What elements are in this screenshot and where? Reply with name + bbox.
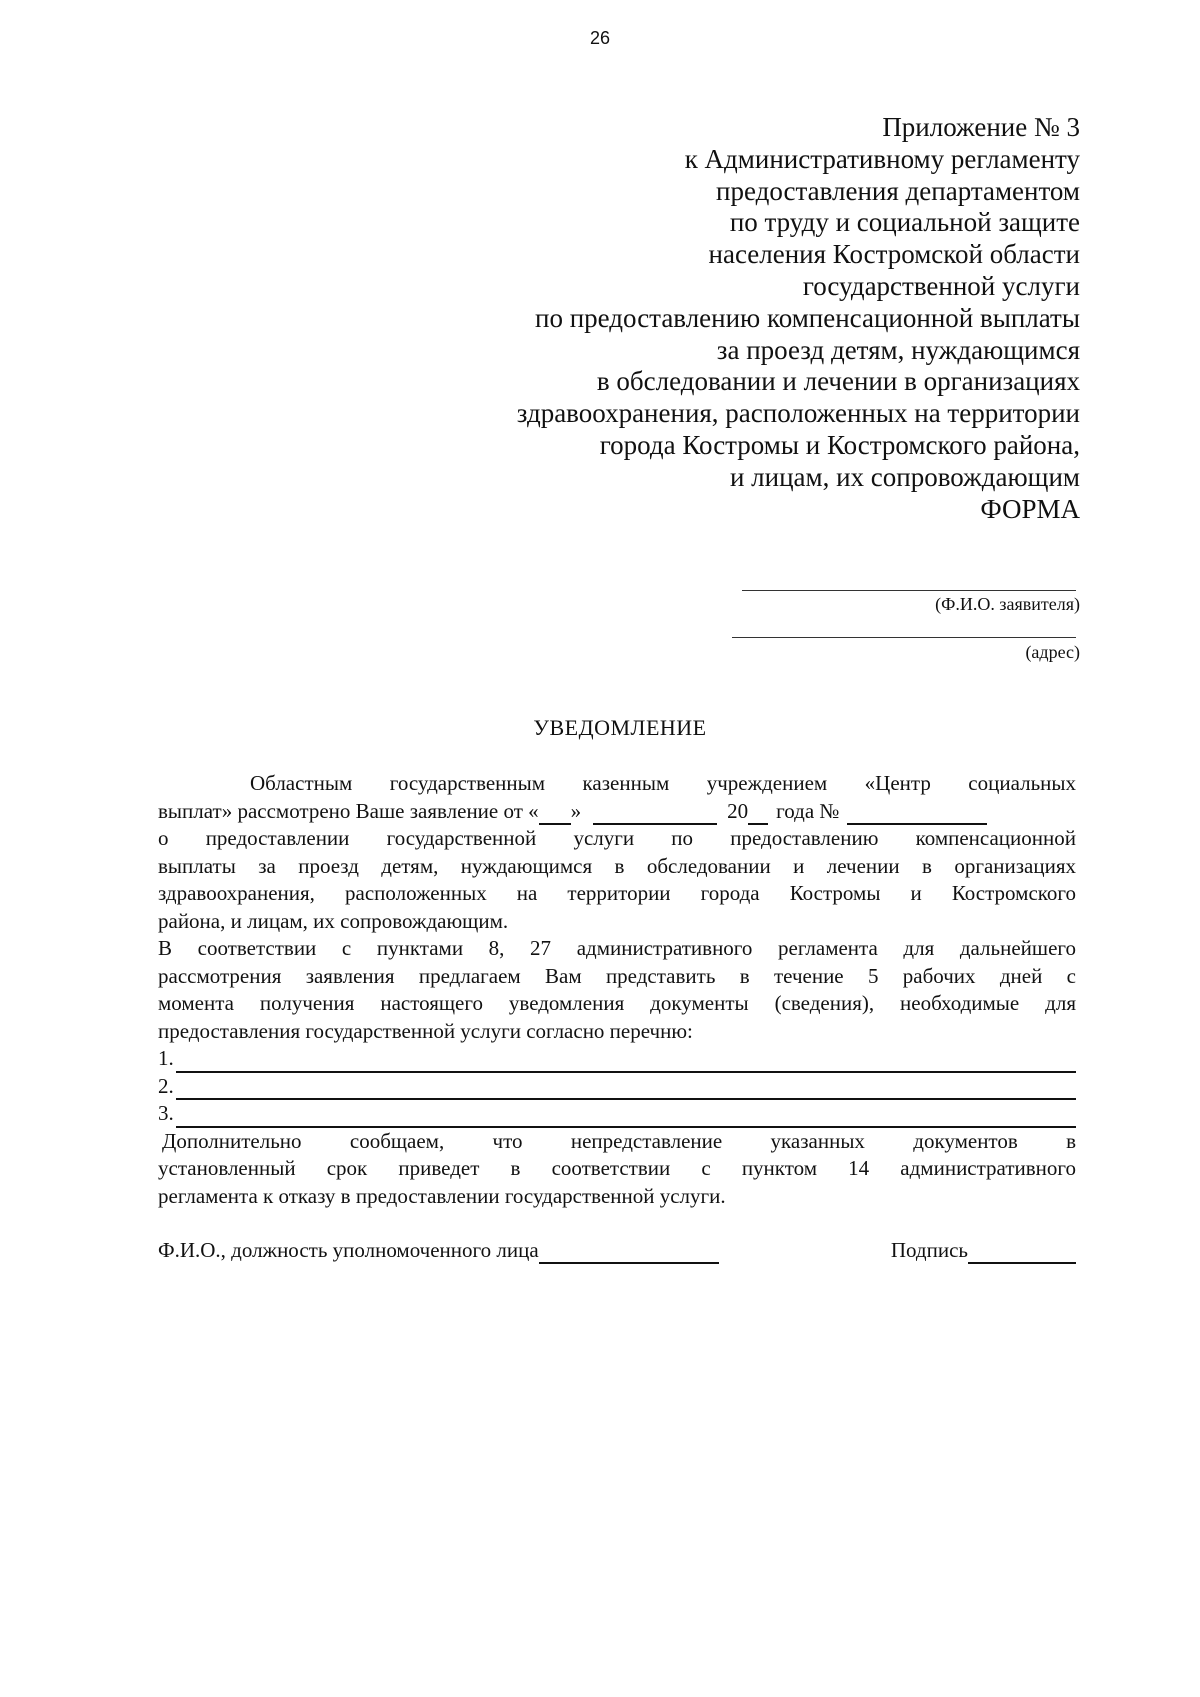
official-block	[158, 1237, 719, 1265]
appendix-line: и лицам, их сопровождающим	[729, 461, 1080, 492]
sign-block	[891, 1237, 1076, 1265]
appendix-line: населения Костромской области	[708, 239, 1080, 270]
appendix-line: по труду и социальной защите	[729, 207, 1080, 238]
appendix-header	[440, 112, 1080, 525]
document-item-field[interactable]	[176, 1051, 1076, 1073]
body-line: момента получения настоящего уведомления документы (сведения), необходимые для	[158, 991, 1076, 1015]
body-line: установленный срок приведет в соответствии с пунктом 14 административного	[158, 1156, 1076, 1180]
body-line: В соответствии с пунктами 8, 27 административного регламента для дальнейшего	[158, 936, 1076, 960]
appendix-line: предоставления департаментом	[716, 175, 1080, 206]
body-line: Дополнительно сообщаем, что непредставление указанных документов в	[162, 1128, 1076, 1153]
day-field[interactable]	[539, 803, 571, 825]
body-text: »	[570, 798, 582, 823]
item-number: 1.	[158, 1046, 174, 1070]
body-line: предоставления государственной услуги согласно перечню:	[158, 1018, 693, 1043]
applicant-address-line[interactable]	[732, 637, 1076, 638]
applicant-address-caption: (адрес)	[1025, 642, 1080, 662]
body-line: района, и лицам, их сопровождающим.	[158, 908, 509, 933]
official-name-field[interactable]	[539, 1242, 719, 1264]
notice-body	[158, 770, 1076, 1264]
signature-field[interactable]	[968, 1242, 1076, 1264]
body-line: здравоохранения, расположенных на территории города Костромы и Костромского	[158, 881, 1076, 905]
body-text: выплат» рассмотрено Ваше заявление от «	[158, 798, 539, 823]
document-title: УВЕДОМЛЕНИЕ	[533, 715, 707, 740]
body-line: выплаты за проезд детям, нуждающимся в обследовании и лечении в организациях	[158, 853, 1076, 878]
item-number: 2.	[158, 1073, 174, 1098]
form-label: ФОРМА	[980, 493, 1080, 524]
body-text: года №	[776, 798, 840, 823]
body-line: о предоставлении государственной услуги по предоставлению компенсационной	[158, 826, 1076, 850]
body-line-application	[158, 798, 1076, 826]
document-item	[158, 1073, 1076, 1101]
document-item	[158, 1045, 1076, 1073]
item-number: 3.	[158, 1101, 174, 1125]
appendix-line: государственной услуги	[802, 270, 1080, 301]
document-item	[158, 1100, 1076, 1128]
applicant-name-caption: (Ф.И.О. заявителя)	[935, 594, 1080, 614]
month-field[interactable]	[593, 803, 717, 825]
document-item-field[interactable]	[176, 1106, 1076, 1128]
signature-label: Подпись	[890, 1237, 968, 1262]
appendix-line: Приложение № 3	[882, 112, 1080, 142]
appendix-line: здравоохранения, расположенных на территории	[516, 398, 1080, 429]
body-text: 20	[727, 798, 749, 823]
document-item-field[interactable]	[176, 1078, 1076, 1100]
body-line: Областным государственным казенным учреждением «Центр социальных	[250, 771, 1076, 795]
year-field[interactable]	[748, 803, 768, 825]
appendix-line: к Административному регламенту	[684, 143, 1080, 174]
body-line: рассмотрения заявления предлагаем Вам представить в течение 5 рабочих дней с	[158, 963, 1076, 988]
signature-row	[158, 1236, 1076, 1264]
body-line: регламента к отказу в предоставлении государственной услуги.	[158, 1183, 726, 1208]
page-number: 26	[589, 28, 611, 48]
official-label: Ф.И.О., должность уполномоченного лица	[158, 1237, 539, 1262]
applicant-name-line[interactable]	[742, 590, 1076, 591]
appendix-line: за проезд детям, нуждающимся	[716, 334, 1080, 365]
appendix-line: города Костромы и Костромского района,	[599, 429, 1080, 460]
appendix-line: в обследовании и лечении в организациях	[596, 366, 1080, 397]
application-number-field[interactable]	[847, 803, 987, 825]
appendix-line: по предоставлению компенсационной выплаты	[535, 302, 1080, 333]
